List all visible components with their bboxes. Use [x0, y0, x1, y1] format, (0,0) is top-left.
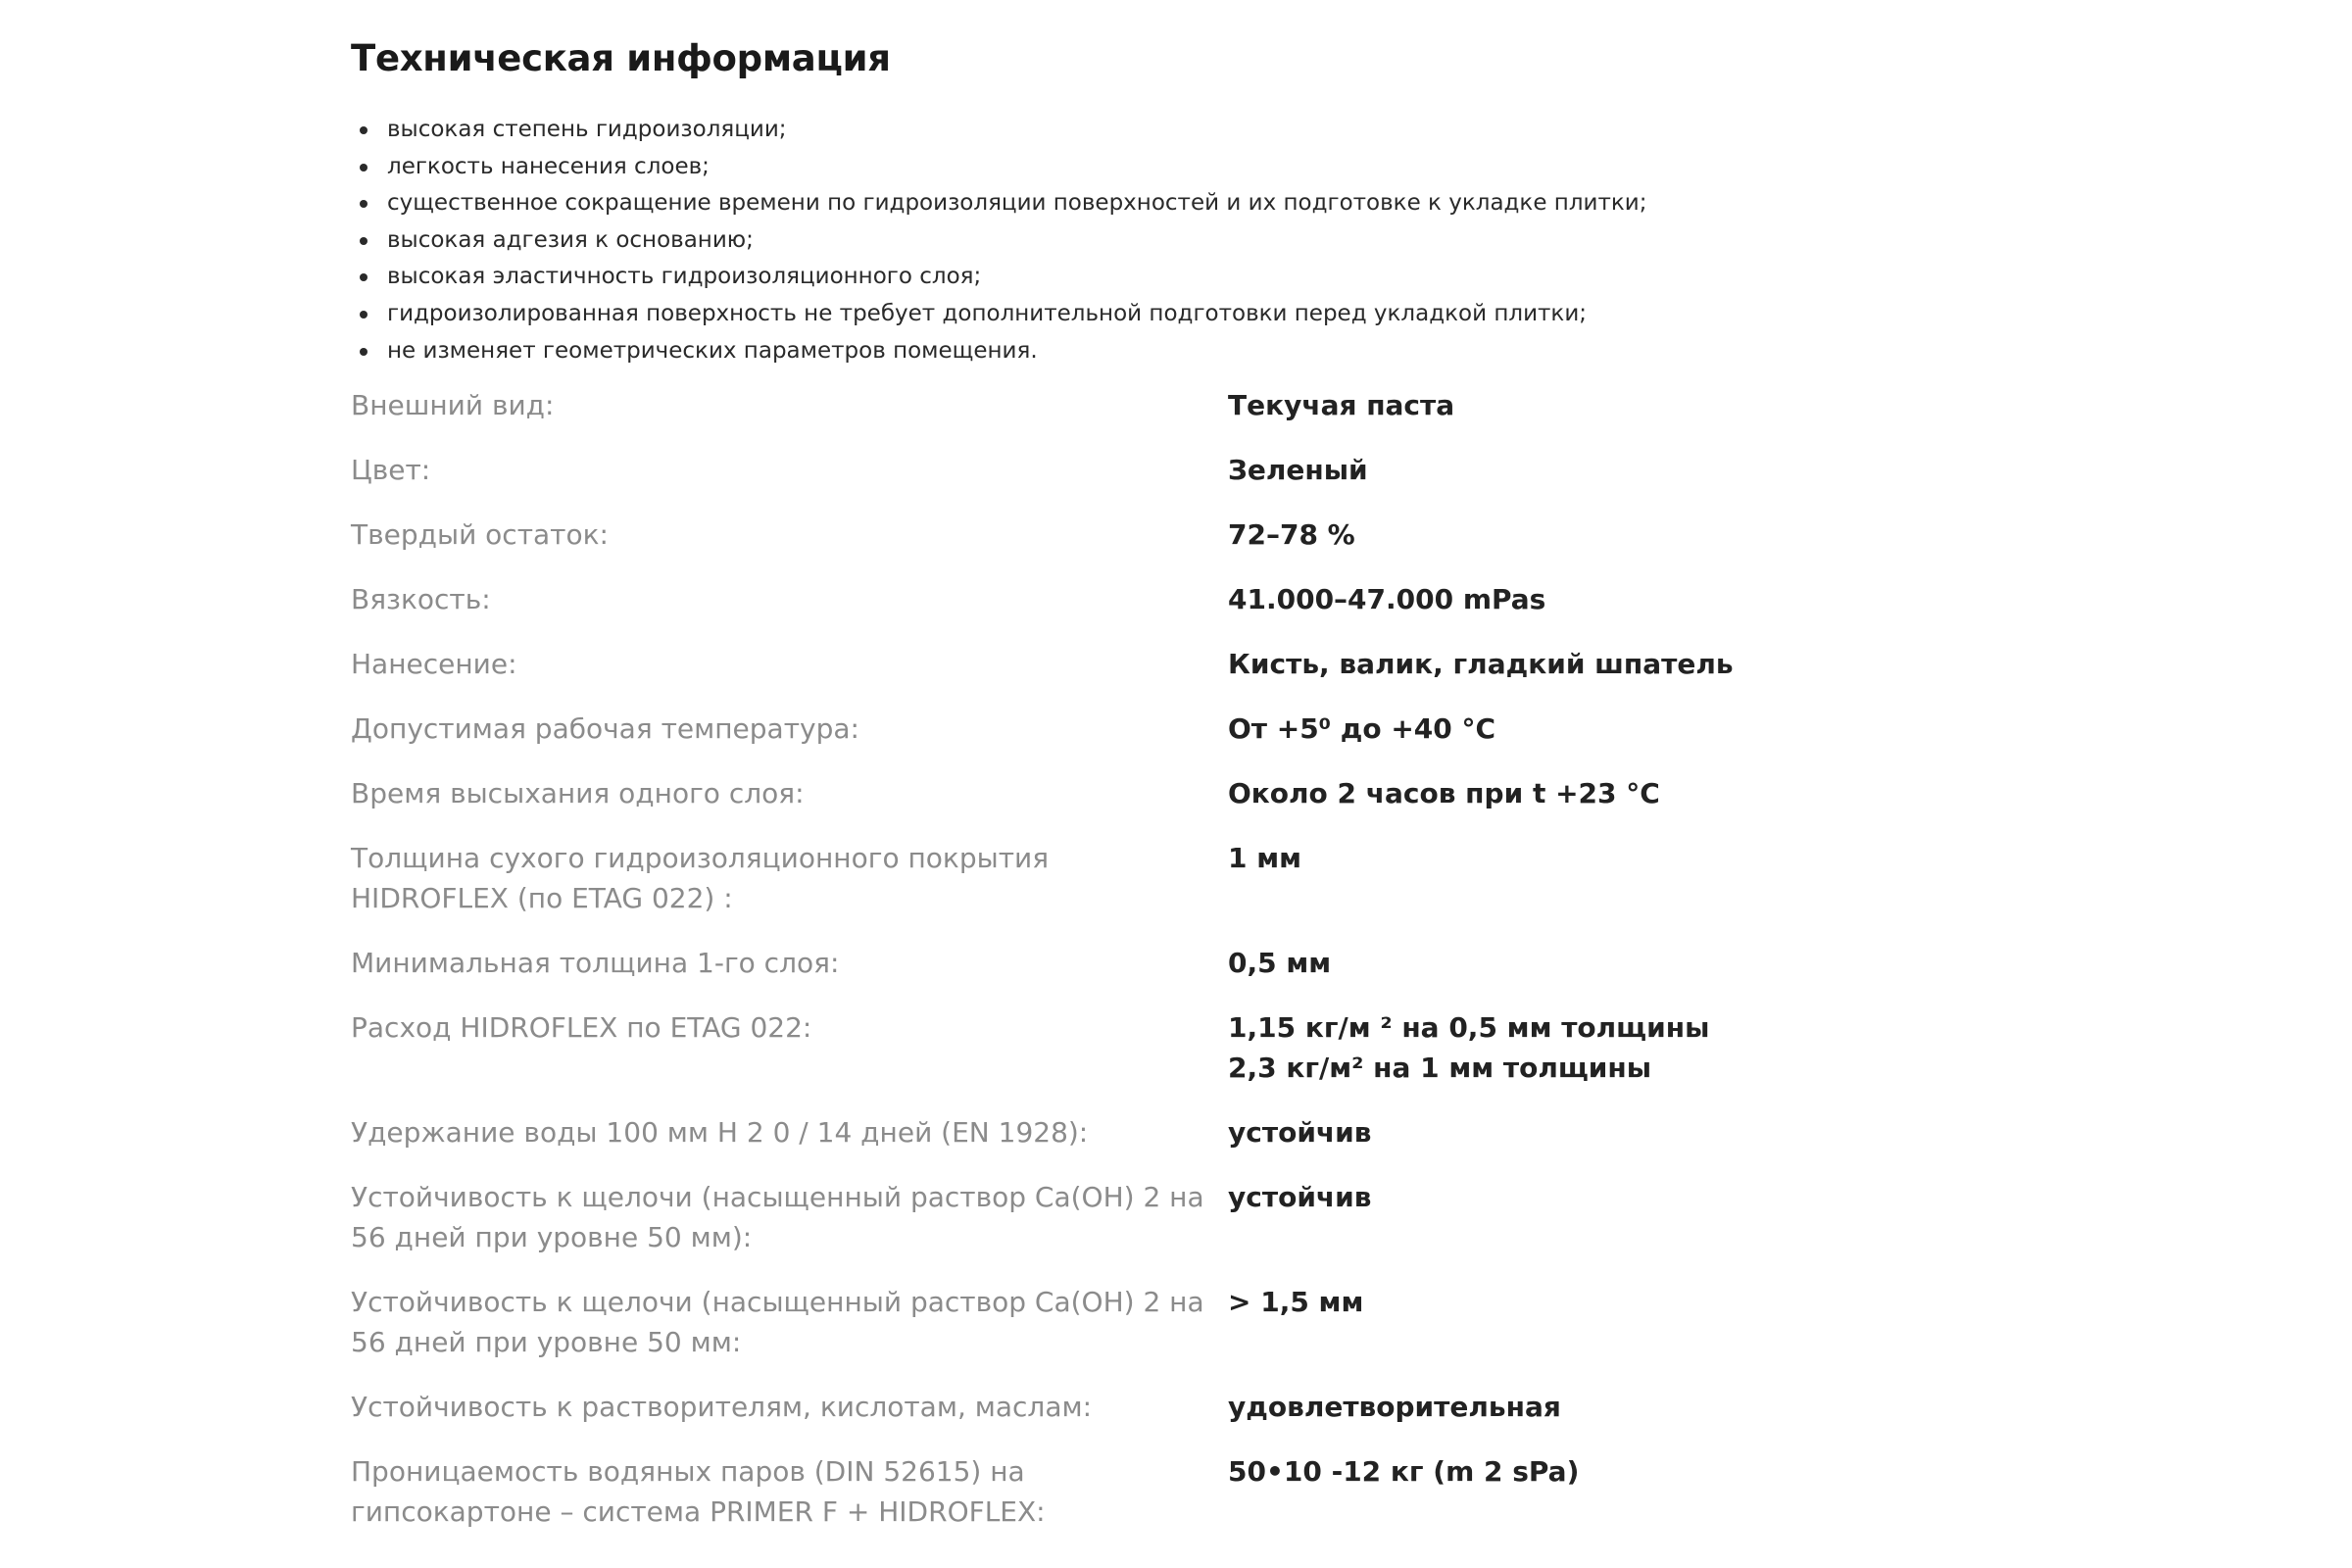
feature-item: высокая адгезия к основанию; — [387, 222, 2036, 260]
spec-row-temperature — [351, 709, 2036, 749]
spec-value: Зеленый — [1228, 454, 1368, 487]
feature-item: легкость нанесения слоев; — [387, 149, 2036, 186]
feature-item: высокая степень гидроизоляции; — [387, 112, 2036, 149]
spec-row-drying-time — [351, 773, 2036, 813]
spec-value — [1228, 1007, 2036, 1088]
spec-value: Текучая паста — [1228, 389, 1455, 422]
spec-value: устойчив — [1228, 1181, 1372, 1214]
spec-value: устойчив — [1228, 1116, 1372, 1150]
spec-label: Твердый остаток: — [351, 518, 609, 552]
feature-item: гидроизолированная поверхность не требует дополнительной подготовки перед укладкой плитки; — [387, 296, 2036, 333]
spec-label: Устойчивость к щелочи (насыщенный раствор Ca(OH) 2 на 56 дней при уровне 50 мм): — [351, 1181, 1204, 1254]
spec-row-solids — [351, 514, 2036, 555]
spec-label: Проницаемость водяных паров (DIN 52615) на гипсокартоне – система PRIMER F + HIDROFLEX: — [351, 1455, 1046, 1529]
spec-label: Устойчивость к растворителям, кислотам, маслам: — [351, 1391, 1093, 1424]
spec-row-viscosity — [351, 579, 2036, 619]
spec-value: От +5⁰ до +40 °С — [1228, 712, 1496, 746]
spec-value-line: 1,15 кг/м ² на 0,5 мм толщины — [1228, 1011, 1710, 1045]
feature-list — [351, 112, 2036, 369]
spec-value: 0,5 мм — [1228, 947, 1332, 980]
technical-info-section — [351, 33, 2036, 1556]
feature-item: высокая эластичность гидроизоляционного слоя; — [387, 259, 2036, 296]
spec-row-min-thickness — [351, 943, 2036, 983]
spec-label: Внешний вид: — [351, 389, 555, 422]
spec-label: Расход HIDROFLEX по ETAG 022: — [351, 1011, 812, 1045]
spec-row-appearance — [351, 385, 2036, 425]
spec-value: удовлетворительная — [1228, 1391, 1561, 1424]
spec-table — [351, 385, 2036, 1532]
spec-value: Около 2 часов при t +23 °С — [1228, 777, 1660, 810]
spec-value: > 1,5 мм — [1228, 1286, 1364, 1319]
spec-value: 1 мм — [1228, 842, 1302, 875]
spec-value: 50•10 -12 кг (m 2 sPa) — [1228, 1455, 1580, 1489]
feature-item: не изменяет геометрических параметров помещения. — [387, 333, 2036, 370]
spec-value: Кисть, валик, гладкий шпатель — [1228, 648, 1734, 681]
spec-row-alkali-resistance — [351, 1177, 2036, 1257]
spec-row-alkali-resistance-2 — [351, 1282, 2036, 1362]
spec-row-solvent-resistance — [351, 1387, 2036, 1427]
spec-label: Время высыхания одного слоя: — [351, 777, 805, 810]
spec-row-color — [351, 450, 2036, 490]
spec-row-dry-thickness — [351, 838, 2036, 918]
spec-row-application — [351, 644, 2036, 684]
spec-label: Толщина сухого гидроизоляционного покрытия HIDROFLEX (по ETAG 022) : — [351, 842, 1050, 915]
spec-row-water-retention — [351, 1112, 2036, 1152]
spec-row-consumption — [351, 1007, 2036, 1088]
spec-label: Минимальная толщина 1-го слоя: — [351, 947, 840, 980]
spec-label: Цвет: — [351, 454, 431, 487]
spec-label: Нанесение: — [351, 648, 517, 681]
spec-label: Допустимая рабочая температура: — [351, 712, 859, 746]
spec-value: 41.000–47.000 mPas — [1228, 583, 1546, 616]
feature-item: существенное сокращение времени по гидроизоляции поверхностей и их подготовке к укладке плитки; — [387, 185, 2036, 222]
section-title: Техническая информация — [351, 37, 891, 79]
spec-label: Удержание воды 100 мм H 2 0 / 14 дней (EN 1928): — [351, 1116, 1089, 1150]
spec-value: 72–78 % — [1228, 518, 1355, 552]
spec-label: Устойчивость к щелочи (насыщенный раствор Ca(OH) 2 на 56 дней при уровне 50 мм: — [351, 1286, 1204, 1359]
spec-row-vapor-permeability — [351, 1451, 2036, 1532]
spec-label: Вязкость: — [351, 583, 491, 616]
spec-value-line: 2,3 кг/м² на 1 мм толщины — [1228, 1052, 1652, 1085]
